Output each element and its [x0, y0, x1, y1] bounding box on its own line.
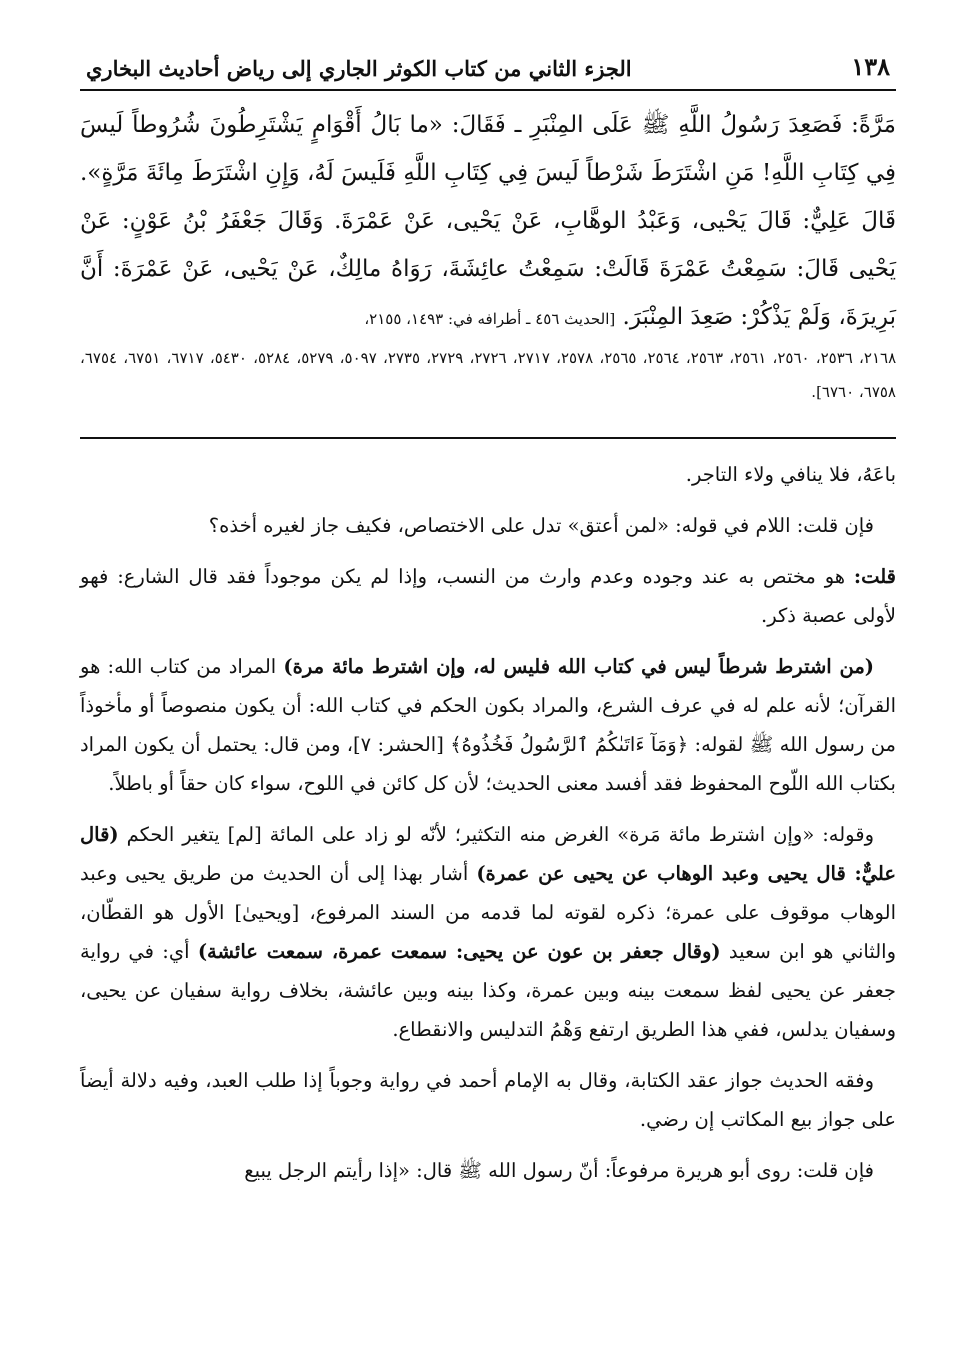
commentary-paragraph-4	[80, 647, 896, 803]
running-title: الجزء الثاني من كتاب الكوثر الجاري إلى رياض أحاديث البخاري	[86, 56, 632, 81]
explanation-2c: أي: في رواية جعفر عن يحيى لفظ سمعت بينه وبين عمرة، وكذا بينه وبين عائشة، بخلاف رواية سفيان عن يحيى، وسفيان يدلس، ففي هذا الطريق ارتفع وَهْمُ التدليس والانقطاع.	[80, 940, 896, 1041]
commentary-paragraph-2: فإن قلت: اللام في قوله: «لمن أعتق» تدل على الاختصاص، فكيف جاز لغيره أخذه؟	[208, 514, 874, 537]
commentary	[80, 455, 896, 1190]
hadith-body: مَرَّةً: فَصَعِدَ رَسُولُ اللَّهِ ﷺ عَلَى المِنْبَرِ ـ فَقَالَ: «ما بَالُ أَقْوَامٍ يَشْتَرِطُونَ شُرُوطاً لَيسَ فِي كِتَابِ اللَّهِ! مَنِ اشْتَرَطَ شَرْطاً لَيسَ فِي كِتَابِ اللَّهِ فَلَيسَ لَهُ، وَإِنِ اشْتَرَطَ مِائَةَ مَرَّةٍ». قَالَ عَلِيٌّ: قَالَ يَحْيى، وَعَبْدُ الوهَّابِ، عَنْ يَحْيى، عَنْ عَمْرَةَ. وَقَالَ جَعْفَرُ بْنُ عَوْنٍ: عَنْ يَحْيى قَالَ: سَمِعْتُ عَمْرَةَ قَالَتْ: سَمِعْتُ عائِشَةَ، رَوَاهُ مالِكٌ، عَنْ يَحْيى، عَنْ عَمْرَةَ: أَنَّ بَرِيرَةَ، وَلَمْ يَذْكُرْ: صَعِدَ المِنْبَرَ.	[80, 112, 896, 330]
footnote-separator	[80, 437, 896, 439]
commentary-paragraph-1: باعَهُ، فلا ينافي ولاء التاجر.	[685, 463, 896, 486]
page-header	[80, 52, 896, 91]
answer-text: هو مختص به عند وجوده وعدم وارث من النسب، وإذا لم يكن موجوداً فقد قال الشارع: فهو لأولى عصبة ذكر.	[80, 565, 896, 627]
hadith-refs: ٢١٦٨، ٢٥٣٦، ٢٥٦٠، ٢٥٦١، ٢٥٦٣، ٢٥٦٤، ٢٥٦٥، ٢٥٧٨، ٢٧١٧، ٢٧٢٦، ٢٧٢٩، ٢٧٣٥، ٥٠٩٧، ٥٢٧٩، ٥٢٨٤، ٥٤٣٠، ٦٧١٧، ٦٧٥١، ٦٧٥٤، ٦٧٥٨، ٦٧٦٠].	[80, 349, 897, 401]
commentary-paragraph-6: وفقه الحديث جواز عقد الكتابة، وقال به الإمام أحمد في رواية وجوباً إذا طلب العبد، وفيه دلالة أيضاً على جواز بيع المكاتب إن رضي.	[80, 1069, 896, 1131]
commentary-paragraph-7: فإن قلت: روى أبو هريرة مرفوعاً: أنّ رسول الله ﷺ قال: «إذا رأيتم الرجل يبيع	[244, 1159, 874, 1182]
explanation-2b: أشار بهذا إلى أن الحديث من طريق يحيى وعبد الوهاب موقوف على عمرة؛ ذكره لقوته لما قدمه من السند المرفوع، [ويحيىٰ] الأول هو القطّان، والثاني هو ابن سعيد	[80, 862, 896, 963]
commentary-paragraph-3	[80, 557, 896, 635]
hadith-refs-head: [الحديث ٤٥٦ ـ أطرافه في: ١٤٩٣، ٢١٥٥،	[364, 310, 616, 328]
quoted-matn-3: (وقال جعفر بن عون عن يحيى: سمعت عمرة، سمعت عائشة)	[197, 940, 721, 963]
commentary-paragraph-5	[80, 815, 896, 1049]
quoted-matn-2: (قال عليٌّ: قال يحيى وعبد الوهاب عن يحيى عن عمرة)	[80, 823, 896, 885]
explanation-2a: وقوله: «وإن اشترط مائة مَرة» الغرض منه التكثير؛ لأنّه لو زاد على المائة [لم] يتغير الحكم	[118, 823, 874, 846]
book-page	[80, 52, 896, 1318]
answer-label: قلت:	[853, 565, 896, 588]
explanation-1: المراد من كتاب الله: هو القرآن؛ لأنه علم له في عرف الشرع، والمراد بكون الحكم في كتاب الله: أن يكون منصوصاً أو مأخوذاً من رسول الله ﷺ لقوله: ﴿وَمَآ ءَاتَىٰكُمُ ٱلرَّسُولُ فَخُذُوهُ﴾ [الحشر: ٧]، ومن قال: يحتمل أن يكون المراد بكتاب الله اللّوح المحفوظ فقد أفسد معنى الحديث؛ لأن كل كائن في اللوح، سواء كان حقاً أو باطلاً.	[80, 655, 896, 795]
page-number: ١٣٨	[851, 52, 890, 81]
hadith-text	[80, 101, 896, 409]
quoted-matn-1: (من اشترط شرطاً ليس في كتاب الله فليس له، وإن اشترط مائة مرة)	[283, 655, 875, 678]
